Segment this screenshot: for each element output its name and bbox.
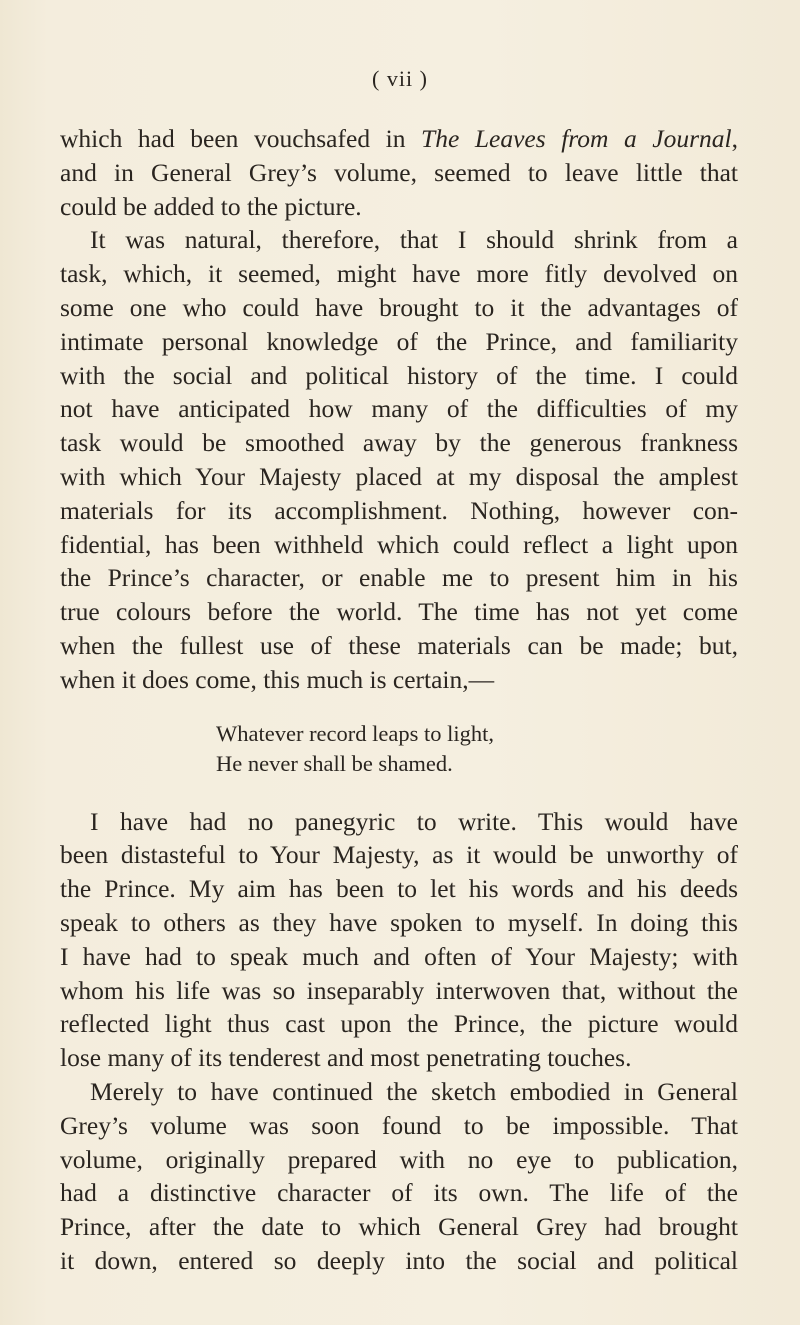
- paragraph-2: [60, 223, 738, 696]
- text-line: the Prince’s character, or enable me to present him in his: [60, 563, 738, 593]
- text-line: true colours before the world. The time has not yet come: [60, 597, 738, 627]
- text-line: Prince, after the date to which General Grey had brought: [60, 1212, 738, 1242]
- text-line: I have had to speak much and often of Your Majesty; with: [60, 941, 738, 971]
- text-line: fidential, has been withheld which could reflect a light upon: [60, 529, 738, 559]
- text-line: when the fullest use of these materials can be made; but,: [60, 630, 738, 660]
- text-line: could be added to the picture.: [60, 191, 362, 221]
- text-line: task, which, it seemed, might have more fitly devolved on: [60, 259, 738, 289]
- text-line: reflected light thus cast upon the Prince, the picture would: [60, 1009, 738, 1039]
- line-end: ,: [731, 124, 738, 153]
- text-line: volume, originally prepared with no eye to publication,: [60, 1144, 738, 1174]
- text-line: Grey’s volume was soon found to be impossible. That: [60, 1110, 738, 1140]
- text-line: it down, entered so deeply into the social and political: [60, 1245, 738, 1275]
- text-line: [60, 122, 738, 156]
- paragraph-1: [60, 122, 738, 223]
- text-line: speak to others as they have spoken to myself. In doing this: [60, 907, 738, 937]
- text-line: Merely to have continued the sketch embodied in General: [90, 1076, 738, 1106]
- text-line: task would be smoothed away by the generous frankness: [60, 428, 738, 458]
- verse-line: He never shall be shamed.: [216, 750, 453, 776]
- text-line: It was natural, therefore, that I should shrink from a: [90, 225, 738, 255]
- text-line: whom his life was so inseparably interwoven that, without the: [60, 975, 738, 1005]
- text-line: lose many of its tenderest and most penetrating touches.: [60, 1043, 632, 1073]
- text-line: with which Your Majesty placed at my disposal the amplest: [60, 461, 738, 491]
- text-line: intimate personal knowledge of the Prince, and familiarity: [60, 326, 738, 356]
- verse-quotation: [60, 719, 738, 779]
- verse-line: Whatever record leaps to light,: [216, 720, 495, 746]
- paragraph-4: [60, 1075, 738, 1278]
- text-line: the Prince. My aim has been to let his words and his deeds: [60, 874, 738, 904]
- text-line: materials for its accomplishment. Nothing, however con-: [60, 495, 738, 525]
- book-title: The Leaves from a Journal: [421, 124, 732, 153]
- paragraph-3: [60, 805, 738, 1075]
- text-line: I have had no panegyric to write. This would have: [90, 806, 738, 836]
- body-text: [60, 122, 738, 1278]
- page-number: ( vii ): [372, 66, 428, 91]
- text-line: not have anticipated how many of the difficulties of my: [60, 394, 738, 424]
- text-line: when it does come, this much is certain,—: [60, 664, 495, 694]
- text-line: and in General Grey’s volume, seemed to leave little that: [60, 157, 738, 187]
- text-line: had a distinctive character of its own. The life of the: [60, 1178, 738, 1208]
- text-line: some one who could have brought to it the advantages of: [60, 292, 738, 322]
- text-line: been distasteful to Your Majesty, as it would be unworthy of: [60, 840, 738, 870]
- text-line: with the social and political history of the time. I could: [60, 360, 738, 390]
- line-start: which had been vouchsafed in: [60, 124, 422, 153]
